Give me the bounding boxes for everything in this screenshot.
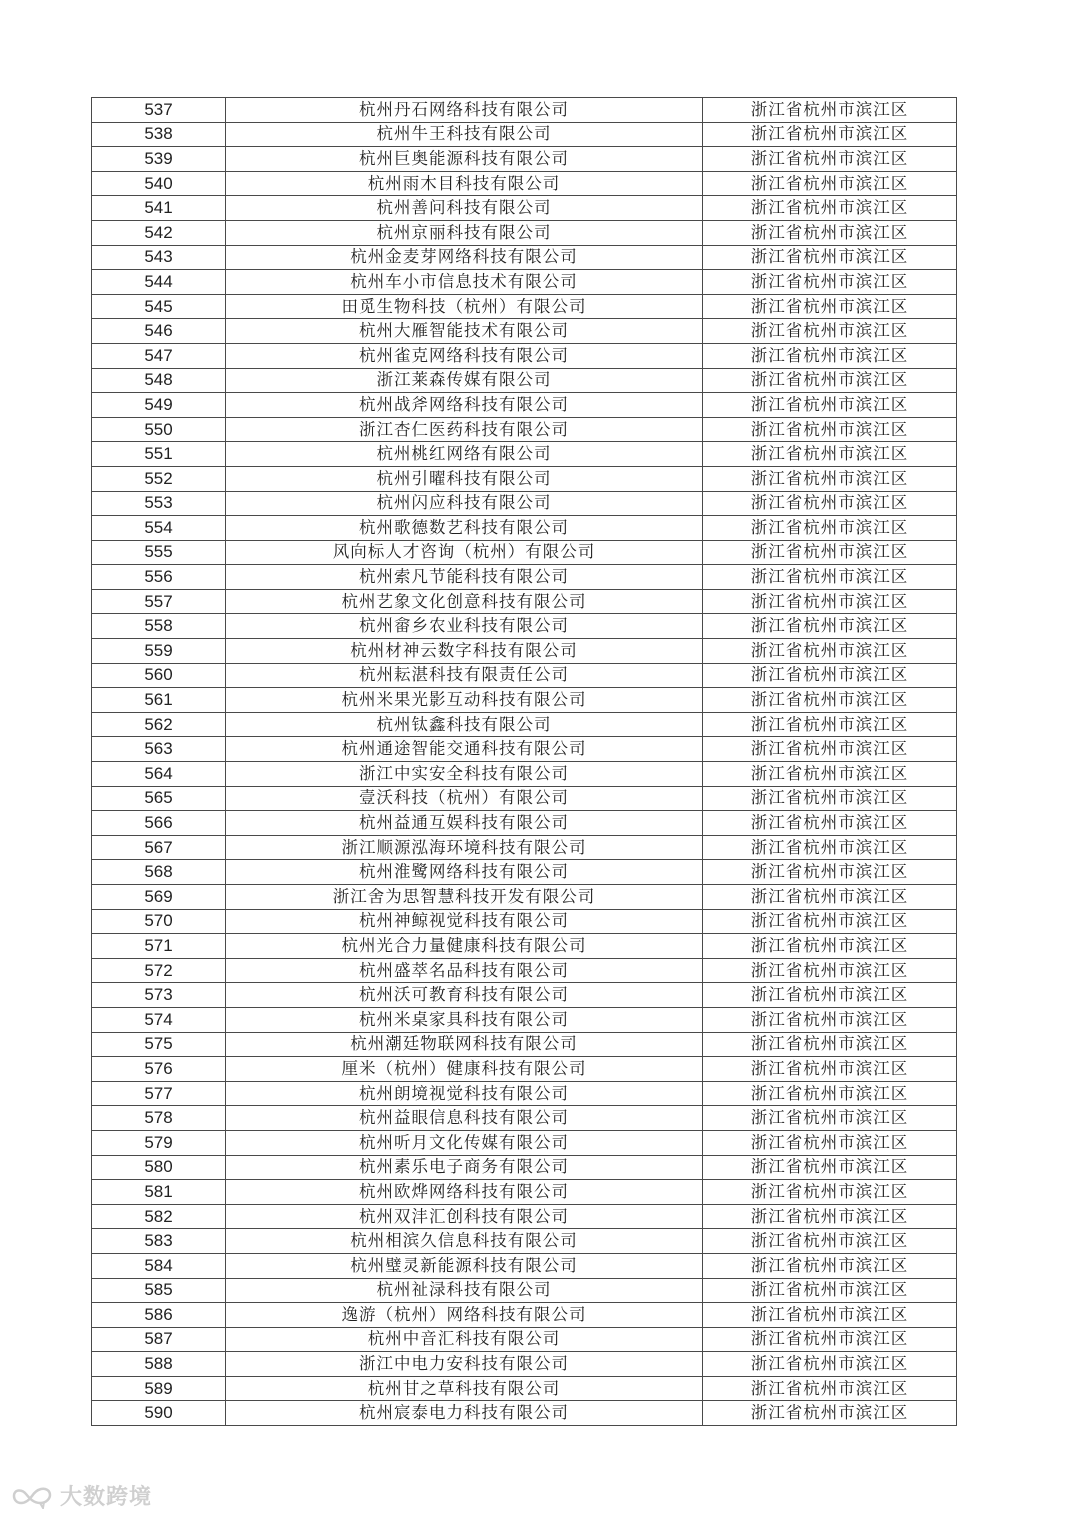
row-number-cell: 554 bbox=[92, 516, 226, 541]
company-name-cell: 杭州朗境视觉科技有限公司 bbox=[226, 1081, 703, 1106]
table-row bbox=[92, 1057, 957, 1082]
location-cell: 浙江省杭州市滨江区 bbox=[703, 417, 957, 442]
company-name-cell: 杭州双沣汇创科技有限公司 bbox=[226, 1204, 703, 1229]
row-number-cell: 541 bbox=[92, 196, 226, 221]
table-row bbox=[92, 516, 957, 541]
row-number-cell: 570 bbox=[92, 909, 226, 934]
table-row bbox=[92, 712, 957, 737]
location-cell: 浙江省杭州市滨江区 bbox=[703, 270, 957, 295]
company-name-cell: 杭州米果光影互动科技有限公司 bbox=[226, 688, 703, 713]
location-cell: 浙江省杭州市滨江区 bbox=[703, 540, 957, 565]
table-row bbox=[92, 1352, 957, 1377]
table-row bbox=[92, 835, 957, 860]
table-row bbox=[92, 786, 957, 811]
table-row bbox=[92, 319, 957, 344]
table-row bbox=[92, 1327, 957, 1352]
location-cell: 浙江省杭州市滨江区 bbox=[703, 343, 957, 368]
location-cell: 浙江省杭州市滨江区 bbox=[703, 122, 957, 147]
location-cell: 浙江省杭州市滨江区 bbox=[703, 220, 957, 245]
company-name-cell: 杭州璧灵新能源科技有限公司 bbox=[226, 1253, 703, 1278]
table-row bbox=[92, 196, 957, 221]
table-row bbox=[92, 811, 957, 836]
row-number-cell: 561 bbox=[92, 688, 226, 713]
location-cell: 浙江省杭州市滨江区 bbox=[703, 1401, 957, 1426]
company-name-cell: 杭州京丽科技有限公司 bbox=[226, 220, 703, 245]
table-row bbox=[92, 1253, 957, 1278]
company-name-cell: 杭州雀克网络科技有限公司 bbox=[226, 343, 703, 368]
location-cell: 浙江省杭州市滨江区 bbox=[703, 1253, 957, 1278]
row-number-cell: 586 bbox=[92, 1303, 226, 1328]
company-name-cell: 杭州索凡节能科技有限公司 bbox=[226, 565, 703, 590]
company-name-cell: 杭州大雁智能技术有限公司 bbox=[226, 319, 703, 344]
row-number-cell: 552 bbox=[92, 466, 226, 491]
company-name-cell: 浙江中实安全科技有限公司 bbox=[226, 762, 703, 787]
location-cell: 浙江省杭州市滨江区 bbox=[703, 1155, 957, 1180]
table-row bbox=[92, 1081, 957, 1106]
company-name-cell: 杭州益通互娱科技有限公司 bbox=[226, 811, 703, 836]
row-number-cell: 546 bbox=[92, 319, 226, 344]
location-cell: 浙江省杭州市滨江区 bbox=[703, 663, 957, 688]
table-row bbox=[92, 737, 957, 762]
table-row bbox=[92, 688, 957, 713]
row-number-cell: 590 bbox=[92, 1401, 226, 1426]
company-name-cell: 杭州祉渌科技有限公司 bbox=[226, 1278, 703, 1303]
table-row bbox=[92, 983, 957, 1008]
row-number-cell: 556 bbox=[92, 565, 226, 590]
row-number-cell: 562 bbox=[92, 712, 226, 737]
row-number-cell: 565 bbox=[92, 786, 226, 811]
company-name-cell: 杭州材神云数字科技有限公司 bbox=[226, 639, 703, 664]
row-number-cell: 589 bbox=[92, 1376, 226, 1401]
location-cell: 浙江省杭州市滨江区 bbox=[703, 196, 957, 221]
location-cell: 浙江省杭州市滨江区 bbox=[703, 811, 957, 836]
company-name-cell: 杭州善问科技有限公司 bbox=[226, 196, 703, 221]
row-number-cell: 572 bbox=[92, 958, 226, 983]
location-cell: 浙江省杭州市滨江区 bbox=[703, 737, 957, 762]
row-number-cell: 578 bbox=[92, 1106, 226, 1131]
table-row bbox=[92, 565, 957, 590]
table-row bbox=[92, 934, 957, 959]
watermark-text: 大数跨境 bbox=[60, 1485, 153, 1510]
location-cell: 浙江省杭州市滨江区 bbox=[703, 762, 957, 787]
location-cell: 浙江省杭州市滨江区 bbox=[703, 1130, 957, 1155]
row-number-cell: 564 bbox=[92, 762, 226, 787]
company-name-cell: 杭州光合力量健康科技有限公司 bbox=[226, 934, 703, 959]
company-name-cell: 杭州益眼信息科技有限公司 bbox=[226, 1106, 703, 1131]
location-cell: 浙江省杭州市滨江区 bbox=[703, 1327, 957, 1352]
table-row bbox=[92, 540, 957, 565]
row-number-cell: 547 bbox=[92, 343, 226, 368]
row-number-cell: 579 bbox=[92, 1130, 226, 1155]
watermark bbox=[10, 1480, 152, 1511]
table-row bbox=[92, 1130, 957, 1155]
row-number-cell: 581 bbox=[92, 1180, 226, 1205]
location-cell: 浙江省杭州市滨江区 bbox=[703, 1376, 957, 1401]
table-row bbox=[92, 958, 957, 983]
location-cell: 浙江省杭州市滨江区 bbox=[703, 1032, 957, 1057]
location-cell: 浙江省杭州市滨江区 bbox=[703, 516, 957, 541]
table-row bbox=[92, 1401, 957, 1426]
location-cell: 浙江省杭州市滨江区 bbox=[703, 1057, 957, 1082]
row-number-cell: 576 bbox=[92, 1057, 226, 1082]
table-row bbox=[92, 663, 957, 688]
table-row bbox=[92, 762, 957, 787]
location-cell: 浙江省杭州市滨江区 bbox=[703, 1007, 957, 1032]
row-number-cell: 537 bbox=[92, 98, 226, 123]
company-name-cell: 杭州歌德数艺科技有限公司 bbox=[226, 516, 703, 541]
row-number-cell: 558 bbox=[92, 614, 226, 639]
location-cell: 浙江省杭州市滨江区 bbox=[703, 147, 957, 172]
row-number-cell: 560 bbox=[92, 663, 226, 688]
location-cell: 浙江省杭州市滨江区 bbox=[703, 98, 957, 123]
table-row bbox=[92, 442, 957, 467]
company-name-cell: 杭州丹石网络科技有限公司 bbox=[226, 98, 703, 123]
location-cell: 浙江省杭州市滨江区 bbox=[703, 983, 957, 1008]
location-cell: 浙江省杭州市滨江区 bbox=[703, 294, 957, 319]
row-number-cell: 585 bbox=[92, 1278, 226, 1303]
row-number-cell: 550 bbox=[92, 417, 226, 442]
row-number-cell: 551 bbox=[92, 442, 226, 467]
row-number-cell: 555 bbox=[92, 540, 226, 565]
company-name-cell: 杭州艺象文化创意科技有限公司 bbox=[226, 589, 703, 614]
table-row bbox=[92, 1204, 957, 1229]
company-name-cell: 杭州通途智能交通科技有限公司 bbox=[226, 737, 703, 762]
company-name-cell: 杭州神鲸视觉科技有限公司 bbox=[226, 909, 703, 934]
table-row bbox=[92, 491, 957, 516]
location-cell: 浙江省杭州市滨江区 bbox=[703, 639, 957, 664]
company-name-cell: 杭州相滨久信息科技有限公司 bbox=[226, 1229, 703, 1254]
table-body bbox=[92, 98, 957, 1426]
location-cell: 浙江省杭州市滨江区 bbox=[703, 1180, 957, 1205]
row-number-cell: 573 bbox=[92, 983, 226, 1008]
table-row bbox=[92, 270, 957, 295]
row-number-cell: 545 bbox=[92, 294, 226, 319]
location-cell: 浙江省杭州市滨江区 bbox=[703, 786, 957, 811]
company-name-cell: 杭州金麦芽网络科技有限公司 bbox=[226, 245, 703, 270]
location-cell: 浙江省杭州市滨江区 bbox=[703, 1204, 957, 1229]
company-name-cell: 杭州钛鑫科技有限公司 bbox=[226, 712, 703, 737]
company-name-cell: 杭州宸泰电力科技有限公司 bbox=[226, 1401, 703, 1426]
company-name-cell: 浙江顺源泓海环境科技有限公司 bbox=[226, 835, 703, 860]
table-row bbox=[92, 614, 957, 639]
table-row bbox=[92, 245, 957, 270]
table-row bbox=[92, 147, 957, 172]
location-cell: 浙江省杭州市滨江区 bbox=[703, 245, 957, 270]
location-cell: 浙江省杭州市滨江区 bbox=[703, 442, 957, 467]
table-row bbox=[92, 860, 957, 885]
row-number-cell: 539 bbox=[92, 147, 226, 172]
table-row bbox=[92, 885, 957, 910]
row-number-cell: 559 bbox=[92, 639, 226, 664]
company-name-cell: 杭州桃红网络有限公司 bbox=[226, 442, 703, 467]
location-cell: 浙江省杭州市滨江区 bbox=[703, 934, 957, 959]
table-row bbox=[92, 1106, 957, 1131]
company-name-cell: 杭州战斧网络科技有限公司 bbox=[226, 393, 703, 418]
table-row bbox=[92, 1180, 957, 1205]
row-number-cell: 582 bbox=[92, 1204, 226, 1229]
row-number-cell: 583 bbox=[92, 1229, 226, 1254]
table-row bbox=[92, 122, 957, 147]
company-name-cell: 风向标人才咨询（杭州）有限公司 bbox=[226, 540, 703, 565]
company-name-cell: 杭州畲乡农业科技有限公司 bbox=[226, 614, 703, 639]
company-name-cell: 逸游（杭州）网络科技有限公司 bbox=[226, 1303, 703, 1328]
row-number-cell: 567 bbox=[92, 835, 226, 860]
row-number-cell: 557 bbox=[92, 589, 226, 614]
location-cell: 浙江省杭州市滨江区 bbox=[703, 909, 957, 934]
company-name-cell: 杭州欧烨网络科技有限公司 bbox=[226, 1180, 703, 1205]
location-cell: 浙江省杭州市滨江区 bbox=[703, 1352, 957, 1377]
company-name-cell: 杭州盛萃名品科技有限公司 bbox=[226, 958, 703, 983]
table-row bbox=[92, 98, 957, 123]
row-number-cell: 548 bbox=[92, 368, 226, 393]
row-number-cell: 549 bbox=[92, 393, 226, 418]
company-name-cell: 浙江杏仁医药科技有限公司 bbox=[226, 417, 703, 442]
company-name-cell: 杭州巨奥能源科技有限公司 bbox=[226, 147, 703, 172]
location-cell: 浙江省杭州市滨江区 bbox=[703, 491, 957, 516]
company-list-table bbox=[91, 97, 957, 1426]
table-row bbox=[92, 589, 957, 614]
company-name-cell: 杭州听月文化传媒有限公司 bbox=[226, 1130, 703, 1155]
location-cell: 浙江省杭州市滨江区 bbox=[703, 368, 957, 393]
table-row bbox=[92, 417, 957, 442]
company-name-cell: 杭州牛王科技有限公司 bbox=[226, 122, 703, 147]
table-row bbox=[92, 909, 957, 934]
company-name-cell: 杭州素乐电子商务有限公司 bbox=[226, 1155, 703, 1180]
row-number-cell: 574 bbox=[92, 1007, 226, 1032]
row-number-cell: 569 bbox=[92, 885, 226, 910]
location-cell: 浙江省杭州市滨江区 bbox=[703, 958, 957, 983]
row-number-cell: 571 bbox=[92, 934, 226, 959]
company-name-cell: 厘米（杭州）健康科技有限公司 bbox=[226, 1057, 703, 1082]
row-number-cell: 540 bbox=[92, 171, 226, 196]
table-row bbox=[92, 294, 957, 319]
row-number-cell: 580 bbox=[92, 1155, 226, 1180]
row-number-cell: 543 bbox=[92, 245, 226, 270]
location-cell: 浙江省杭州市滨江区 bbox=[703, 1229, 957, 1254]
table-row bbox=[92, 343, 957, 368]
infinity-chat-icon bbox=[10, 1483, 54, 1509]
company-name-cell: 田觅生物科技（杭州）有限公司 bbox=[226, 294, 703, 319]
table-row bbox=[92, 1376, 957, 1401]
location-cell: 浙江省杭州市滨江区 bbox=[703, 466, 957, 491]
company-name-cell: 杭州雨木目科技有限公司 bbox=[226, 171, 703, 196]
location-cell: 浙江省杭州市滨江区 bbox=[703, 712, 957, 737]
row-number-cell: 566 bbox=[92, 811, 226, 836]
company-name-cell: 杭州闪应科技有限公司 bbox=[226, 491, 703, 516]
table-row bbox=[92, 1155, 957, 1180]
row-number-cell: 584 bbox=[92, 1253, 226, 1278]
company-name-cell: 杭州甘之草科技有限公司 bbox=[226, 1376, 703, 1401]
row-number-cell: 575 bbox=[92, 1032, 226, 1057]
table-row bbox=[92, 466, 957, 491]
row-number-cell: 538 bbox=[92, 122, 226, 147]
location-cell: 浙江省杭州市滨江区 bbox=[703, 1081, 957, 1106]
location-cell: 浙江省杭州市滨江区 bbox=[703, 885, 957, 910]
company-name-cell: 浙江舍为思智慧科技开发有限公司 bbox=[226, 885, 703, 910]
row-number-cell: 553 bbox=[92, 491, 226, 516]
location-cell: 浙江省杭州市滨江区 bbox=[703, 860, 957, 885]
table-row bbox=[92, 1032, 957, 1057]
table-row bbox=[92, 1303, 957, 1328]
location-cell: 浙江省杭州市滨江区 bbox=[703, 835, 957, 860]
company-name-cell: 杭州引曜科技有限公司 bbox=[226, 466, 703, 491]
company-name-cell: 杭州淮鹭网络科技有限公司 bbox=[226, 860, 703, 885]
company-name-cell: 杭州潮廷物联网科技有限公司 bbox=[226, 1032, 703, 1057]
company-name-cell: 壹沃科技（杭州）有限公司 bbox=[226, 786, 703, 811]
company-name-cell: 杭州耘湛科技有限责任公司 bbox=[226, 663, 703, 688]
row-number-cell: 542 bbox=[92, 220, 226, 245]
company-name-cell: 杭州中音汇科技有限公司 bbox=[226, 1327, 703, 1352]
location-cell: 浙江省杭州市滨江区 bbox=[703, 171, 957, 196]
company-name-cell: 浙江中电力安科技有限公司 bbox=[226, 1352, 703, 1377]
location-cell: 浙江省杭州市滨江区 bbox=[703, 1106, 957, 1131]
company-name-cell: 杭州米桌家具科技有限公司 bbox=[226, 1007, 703, 1032]
location-cell: 浙江省杭州市滨江区 bbox=[703, 565, 957, 590]
row-number-cell: 568 bbox=[92, 860, 226, 885]
company-name-cell: 杭州车小市信息技术有限公司 bbox=[226, 270, 703, 295]
row-number-cell: 577 bbox=[92, 1081, 226, 1106]
table-row bbox=[92, 393, 957, 418]
location-cell: 浙江省杭州市滨江区 bbox=[703, 319, 957, 344]
company-name-cell: 浙江莱森传媒有限公司 bbox=[226, 368, 703, 393]
table-row bbox=[92, 171, 957, 196]
company-name-cell: 杭州沃可教育科技有限公司 bbox=[226, 983, 703, 1008]
table-row bbox=[92, 1007, 957, 1032]
location-cell: 浙江省杭州市滨江区 bbox=[703, 1303, 957, 1328]
row-number-cell: 544 bbox=[92, 270, 226, 295]
location-cell: 浙江省杭州市滨江区 bbox=[703, 1278, 957, 1303]
location-cell: 浙江省杭州市滨江区 bbox=[703, 614, 957, 639]
row-number-cell: 588 bbox=[92, 1352, 226, 1377]
table-row bbox=[92, 1278, 957, 1303]
location-cell: 浙江省杭州市滨江区 bbox=[703, 688, 957, 713]
location-cell: 浙江省杭州市滨江区 bbox=[703, 589, 957, 614]
table-row bbox=[92, 220, 957, 245]
table-row bbox=[92, 639, 957, 664]
row-number-cell: 563 bbox=[92, 737, 226, 762]
table-row bbox=[92, 368, 957, 393]
location-cell: 浙江省杭州市滨江区 bbox=[703, 393, 957, 418]
table-row bbox=[92, 1229, 957, 1254]
row-number-cell: 587 bbox=[92, 1327, 226, 1352]
